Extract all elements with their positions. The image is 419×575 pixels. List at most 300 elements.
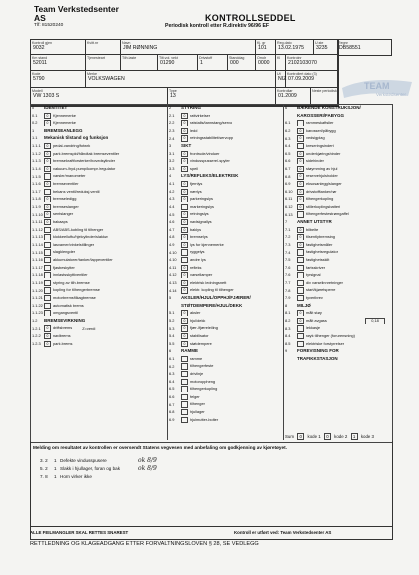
checklist-column-body: [285, 105, 389, 439]
item-label: RAMME: [181, 348, 198, 354]
item-label: bremselys: [190, 234, 208, 240]
item-code: 5.3: [169, 325, 175, 331]
item-code: 1.1.22: [32, 302, 43, 308]
item-code: 1.1.13: [32, 234, 43, 240]
check-item: [169, 379, 282, 385]
check-item: [169, 363, 282, 369]
item-code: 3.1: [169, 150, 175, 156]
item-label: bekans ventil/reduksj.ventil: [53, 188, 100, 194]
item-checkbox: [44, 189, 51, 195]
item-label: hjullager: [190, 409, 205, 415]
item-checkbox: 0: [44, 341, 51, 347]
item-label: BREMSEVIRKNING: [44, 317, 86, 323]
company-name: Team Verkstedsenter: [34, 4, 119, 14]
remark-kode: 1: [54, 474, 57, 479]
item-code: 6.11: [285, 196, 293, 202]
item-code: 6.6: [169, 394, 175, 400]
checklist-column-brakes: [32, 105, 166, 439]
item-code: 4.6: [169, 219, 175, 225]
info-km: Km stand 52011: [31, 55, 86, 71]
sum-label: Sum: [285, 434, 295, 439]
item-label: målt avgass: [306, 318, 327, 324]
item-checkbox: [181, 401, 188, 407]
item-label: speil: [190, 166, 199, 172]
item-label: baklys: [190, 226, 202, 232]
remark-line: [40, 458, 157, 463]
check-item: [32, 310, 166, 316]
item-code: 1.2.2: [32, 333, 41, 339]
item-code: 5: [169, 295, 172, 300]
company-phone: Tlf: 81520240: [34, 23, 64, 28]
item-label: drivlinje: [190, 371, 204, 377]
item-label: park.brems: [53, 340, 73, 346]
item-checkbox: 0: [181, 318, 188, 324]
item-code: 5.1: [169, 310, 175, 316]
info-kjgr: Kj. gr 101: [256, 40, 276, 55]
item-code: 1.2.1: [32, 325, 41, 331]
item-code: 7.1: [285, 226, 291, 232]
check-item: [169, 394, 282, 400]
item-label: varsellamper: [190, 272, 213, 278]
item-label: tyrsignal: [306, 272, 321, 278]
item-checkbox: 0: [297, 318, 304, 324]
item-checkbox: 0: [181, 211, 188, 217]
col-divider-2: [283, 104, 284, 440]
check-item: [32, 143, 166, 149]
check-item: [285, 211, 389, 217]
item-checkbox: [297, 120, 304, 126]
item-checkbox: 0: [181, 120, 188, 126]
info-kontrollor: Kontrollør 01.2009: [276, 88, 311, 106]
item-code: 6.7: [285, 166, 291, 172]
check-item: [32, 189, 166, 195]
item-label: tyveribrev: [306, 295, 323, 301]
item-label: nødsignallys: [190, 219, 212, 225]
item-code: 2.2: [169, 120, 175, 126]
item-label: tilhengerkopling: [190, 386, 218, 392]
item-checkbox: [297, 249, 304, 255]
check-item: [169, 234, 282, 240]
item-label: ABS/ABS-kobling til tilhenger: [53, 226, 104, 232]
item-checkbox: [44, 295, 51, 301]
item-label: underkjøringshinder: [306, 150, 341, 156]
item-checkbox: 0: [181, 166, 188, 172]
item-label: retningslys: [190, 211, 209, 217]
item-checkbox: 0: [181, 158, 188, 164]
item-code: 6.13: [285, 211, 293, 217]
check-item: [169, 371, 282, 377]
item-checkbox: 0: [181, 242, 188, 248]
item-checkbox: 0: [297, 128, 304, 134]
item-code: 1.1.11: [32, 219, 43, 225]
item-checkbox: [181, 204, 188, 210]
info-neste: Neste periodisk: [311, 88, 338, 106]
item-label: STØTDEMPERE/HJUL/DEKK: [181, 302, 243, 308]
check-item: [32, 234, 166, 240]
item-checkbox: 0: [181, 325, 188, 331]
item-checkbox: 0: [297, 227, 304, 233]
check-item: [32, 341, 166, 347]
check-item: [285, 265, 389, 271]
item-label: støymming av hjul: [306, 166, 338, 172]
item-checkbox: [297, 295, 304, 301]
item-label: ratstalls/tannstang/servo: [190, 120, 233, 126]
check-item: [285, 333, 389, 339]
item-label: Mekanisk tilstand og funksjon: [44, 135, 109, 141]
item-code: 6.3: [285, 135, 291, 141]
item-code: 6.5: [285, 150, 291, 156]
check-item: [32, 280, 166, 286]
item-code: 3: [169, 143, 172, 148]
remark-text: Slakk i hjullager, foran og bak: [60, 466, 121, 471]
item-code: 6.6: [285, 158, 291, 164]
item-checkbox: [44, 227, 51, 233]
item-checkbox: 0: [297, 234, 304, 240]
item-label: målt støy: [306, 310, 322, 316]
item-code: 1.1.23: [32, 310, 43, 316]
info-kontroll-dato: Kontrollert dato (3) 07.09.2009: [286, 71, 338, 88]
item-code: 6.5: [169, 386, 175, 392]
section-heading: [169, 348, 282, 354]
check-item: [285, 341, 389, 347]
item-checkbox: 0: [181, 287, 188, 293]
sum-kode1-label: kode 1: [307, 434, 321, 439]
item-code: 9: [285, 348, 288, 354]
item-code: 4.2: [169, 188, 175, 194]
item-label: BÆRENDE KONSTRUKSJON/: [297, 105, 361, 110]
item-label: lekkasje: [306, 325, 321, 331]
item-label: fastighetsregulator: [306, 249, 339, 255]
item-checkbox: 0: [44, 113, 51, 119]
item-code: 6: [285, 105, 288, 110]
item-checkbox: 0: [181, 113, 188, 119]
item-label: hjul/dekk: [190, 318, 206, 324]
check-item: [169, 280, 282, 286]
item-code: 7.7: [285, 280, 291, 286]
check-item: [285, 242, 389, 248]
check-item: [169, 333, 282, 339]
sum-kode3-value: 1: [351, 433, 358, 440]
item-label: karosseri/påbygg: [306, 128, 336, 134]
item-code: 1.1.14: [32, 242, 43, 248]
item-code: 4.3: [169, 196, 175, 202]
item-code: 8.2: [285, 318, 291, 324]
item-label: elektr. kopling til tilhenger: [190, 287, 234, 293]
item-checkbox: [181, 257, 188, 263]
item-label: fjær-/fjæreleiling: [190, 325, 218, 331]
item-checkbox: 0: [181, 151, 188, 157]
item-code: 1: [32, 127, 35, 133]
item-label: rammeskaftslier: [306, 120, 334, 126]
item-label: motoroppheng: [190, 378, 216, 384]
item-checkbox: [297, 287, 304, 293]
item-label: nødbrems: [53, 333, 71, 339]
section-heading: [169, 173, 282, 179]
logo-text: TEAM: [364, 81, 390, 91]
info-kontroll: Kontroll gjen 9032: [31, 40, 86, 55]
check-item: [32, 181, 166, 187]
check-item: [169, 257, 282, 263]
item-label: STYRING: [181, 105, 202, 110]
item-code: 2.4: [169, 135, 175, 141]
item-code: 6.4: [169, 378, 175, 384]
item-code: 4.12: [169, 272, 177, 278]
item-checkbox: [181, 371, 188, 377]
check-item: [169, 401, 282, 407]
check-item: [32, 120, 166, 126]
item-checkbox: 0: [44, 158, 51, 164]
item-checkbox: 0: [181, 128, 188, 134]
item-label: retningsstabilitet/servopp: [190, 135, 234, 141]
item-code: 1.1.16: [32, 257, 43, 263]
info-kode: Kode 5790: [31, 71, 86, 88]
footer-performed-by: Kontroll er utført ved: Team Verkstedsenter AS: [234, 530, 332, 535]
footer-warning: ALLE FEILMANGLER SKAL RETTES SNAREST: [30, 530, 129, 535]
item-checkbox: [44, 257, 51, 263]
item-code: 8.3: [285, 325, 291, 331]
item-code: 7.9: [285, 295, 291, 301]
item-code: 1.1.8: [32, 196, 41, 202]
check-item: [169, 189, 282, 195]
item-code: 0.2: [32, 120, 38, 126]
info-tjenesteart: Tjenesteart: [86, 55, 121, 71]
check-item: [285, 189, 389, 195]
item-checkbox: 0: [297, 151, 304, 157]
item-label: lasvamer/vinkelstillinger: [53, 242, 95, 248]
item-label: stillerkoplingsbatteri: [306, 204, 341, 210]
item-checkbox: 0: [181, 196, 188, 202]
check-item: [169, 417, 282, 423]
check-item: [169, 265, 282, 271]
item-label: MILJØ: [297, 302, 311, 308]
item-checkbox: 0: [181, 234, 188, 240]
item-label: styring av tilh.bremse: [53, 280, 90, 286]
remark-code: 3. 2: [40, 458, 48, 463]
item-code: 6.3: [169, 371, 175, 377]
item-checkbox: [181, 363, 188, 369]
item-code: 1.1.5: [32, 173, 41, 179]
check-item: [285, 151, 389, 157]
item-code: 6.9: [169, 416, 175, 422]
check-item: [169, 113, 282, 119]
item-code: 1.2.3: [32, 340, 41, 346]
item-label: ledd: [190, 128, 198, 134]
item-checkbox: 0: [181, 135, 188, 141]
check-item: [32, 173, 166, 179]
item-label: BREMSEANLEGG: [44, 127, 83, 133]
item-checkbox: [44, 249, 51, 255]
item-checkbox: [44, 242, 51, 248]
item-checkbox: [297, 143, 304, 149]
sum-kode1-value: 0: [297, 433, 304, 440]
item-checkbox: 0: [297, 310, 304, 316]
check-item: [32, 166, 166, 172]
item-label: nærlys: [190, 188, 202, 194]
item-checkbox: [44, 280, 51, 286]
item-checkbox: [44, 310, 51, 316]
item-checkbox: 0: [44, 325, 51, 331]
check-item: [32, 113, 166, 119]
item-checkbox: [297, 257, 304, 263]
check-item: [169, 181, 282, 187]
item-code: 8.4: [285, 333, 291, 339]
item-checkbox: [44, 272, 51, 278]
check-item: [285, 325, 389, 331]
item-label: IDENTITET: [44, 105, 68, 110]
item-checkbox: 0: [181, 181, 188, 187]
info-type: Type 13: [168, 88, 276, 106]
item-code: 4.1: [169, 181, 175, 187]
remark-code: 7. 8: [40, 474, 48, 479]
item-code: 4.8: [169, 234, 175, 240]
check-item: [169, 135, 282, 141]
item-code: 1.1.17: [32, 264, 43, 270]
item-checkbox: 0: [44, 204, 51, 210]
form-subtitle: Periodisk kontroll etter R.direktiv 96/96 EF: [165, 23, 270, 29]
item-label: aksler: [190, 310, 201, 316]
item-label: støtdempere: [190, 340, 212, 346]
item-code: 1.2: [32, 317, 38, 323]
item-label: driftsbrems: [53, 325, 73, 331]
check-item: [169, 287, 282, 293]
item-label: Kjennemerke: [53, 112, 76, 118]
item-label: fjernlys: [190, 181, 203, 187]
check-item: [285, 287, 389, 293]
item-label: omgangsventil: [53, 310, 79, 316]
item-code: 3.3: [169, 166, 175, 172]
item-code: 4.10: [169, 257, 177, 263]
item-checkbox: [297, 280, 304, 286]
check-item: [169, 120, 282, 126]
check-item: [32, 227, 166, 233]
item-label: KAROSSERI/FABYGG: [297, 112, 345, 118]
info-ustes: U.ste 3235: [314, 40, 338, 55]
item-checkbox: [297, 265, 304, 271]
info-kvitt: Kvitt.nr: [86, 40, 121, 55]
item-checkbox: 0: [297, 189, 304, 195]
item-label: ryggelys: [190, 249, 205, 255]
check-item: [285, 181, 389, 187]
item-code: 6: [169, 348, 172, 354]
item-checkbox: 0: [297, 166, 304, 172]
item-label: FOREVISNING FOR: [297, 348, 339, 354]
section-heading: [285, 219, 389, 225]
item-label: lys for kjennemerke: [190, 242, 224, 248]
check-item: [285, 272, 389, 278]
check-item: [169, 196, 282, 202]
item-extra: Z=verdi: [82, 325, 96, 331]
item-checkbox: 0: [44, 333, 51, 339]
item-code: 1.1.15: [32, 249, 43, 255]
check-item: [32, 158, 166, 164]
item-label: bakaaps: [53, 219, 68, 225]
item-code: 1.1.19: [32, 280, 43, 286]
info-vekt: Tilt.vol. vekt 01290: [158, 55, 198, 71]
item-checkbox: [44, 173, 51, 179]
item-code: 1.1.3: [32, 158, 41, 164]
item-label: fastighetsskilt: [306, 257, 330, 263]
item-checkbox: 0: [44, 196, 51, 202]
item-code: 1.1: [32, 135, 38, 141]
item-label: røyk tilhenger (forurensning): [306, 333, 355, 339]
item-checkbox: [297, 341, 304, 347]
item-label: akkumulatorer/tanker/lappeventiler: [53, 257, 113, 263]
remark-text: Horn virker ikke: [60, 474, 92, 479]
item-label: sentslanger: [53, 211, 74, 217]
item-code: 2.3: [169, 128, 175, 134]
info-reg-date: Reg.dato 13.02.1975: [276, 40, 314, 55]
check-item: [32, 265, 166, 271]
item-checkbox: 0: [181, 219, 188, 225]
item-checkbox: 0: [44, 181, 51, 187]
item-code: 6.10: [285, 188, 293, 194]
item-code: 1.1.6: [32, 181, 41, 187]
col-divider-1: [167, 104, 168, 440]
item-checkbox: [44, 234, 51, 240]
check-item: [285, 280, 389, 286]
item-label: AKSLER/HJUL/OPPHJ/FJÆRER/: [181, 295, 251, 300]
item-checkbox: 0: [44, 211, 51, 217]
check-item: [169, 310, 282, 316]
check-item: [32, 249, 166, 255]
item-label: vindusspussere/-spyler: [190, 158, 230, 164]
check-item: [169, 242, 282, 248]
item-label: div varselinnretninger: [306, 280, 343, 286]
item-label: eksosanlegg/slanger: [306, 181, 342, 187]
check-item: [169, 409, 282, 415]
check-item: [285, 249, 389, 255]
item-code: 7.8: [285, 287, 291, 293]
item-code: 1.1.9: [32, 204, 41, 210]
item-checkbox: [181, 386, 188, 392]
item-label: tilhengerkopling: [306, 196, 334, 202]
item-label: varsler/manometer: [53, 173, 86, 179]
item-checkbox: 0: [297, 158, 304, 164]
item-label: fjasbeskytter: [53, 264, 75, 270]
form-title: KONTROLLSEDDEL: [205, 13, 296, 23]
item-label: bremseslanger: [53, 204, 79, 210]
check-item: [32, 257, 166, 263]
item-code: 3.2: [169, 158, 175, 164]
item-code: 2.1: [169, 112, 175, 118]
item-label: innlastsskyttiventiler: [53, 272, 88, 278]
team-logo-stamp: [338, 74, 416, 100]
item-checkbox: 0: [297, 196, 304, 202]
check-item: [169, 158, 282, 164]
check-item: [169, 318, 282, 324]
check-item: [169, 211, 282, 217]
item-checkbox: 0: [297, 181, 304, 187]
item-checkbox: [181, 249, 188, 255]
item-label: ANNET UTSTYR: [297, 219, 332, 224]
section-heading: [32, 135, 166, 141]
check-item: [285, 204, 389, 210]
item-code: 7.3: [285, 242, 291, 248]
item-label: start/kjøretsperre: [306, 287, 336, 293]
check-item: [285, 318, 389, 324]
item-checkbox: 0: [181, 280, 188, 286]
item-code: 8.5: [285, 340, 291, 346]
item-label: ramme: [190, 356, 203, 362]
item-label: automatisk brems: [53, 302, 84, 308]
info-owner-name: Navn JIM RØNNING: [121, 40, 256, 55]
item-label: Kjennemerke: [53, 120, 76, 126]
item-label: elektriske forstyrrelser: [306, 340, 345, 346]
footer-guidance: RETTLEDNING OG KLAGEADGANG ETTER FORVALTNINGSLOVEN § 28, SE VEDLEGG: [30, 541, 259, 547]
item-checkbox: [44, 287, 51, 293]
company-suffix: AS: [34, 13, 46, 23]
item-label: bremseledigg: [53, 196, 77, 202]
